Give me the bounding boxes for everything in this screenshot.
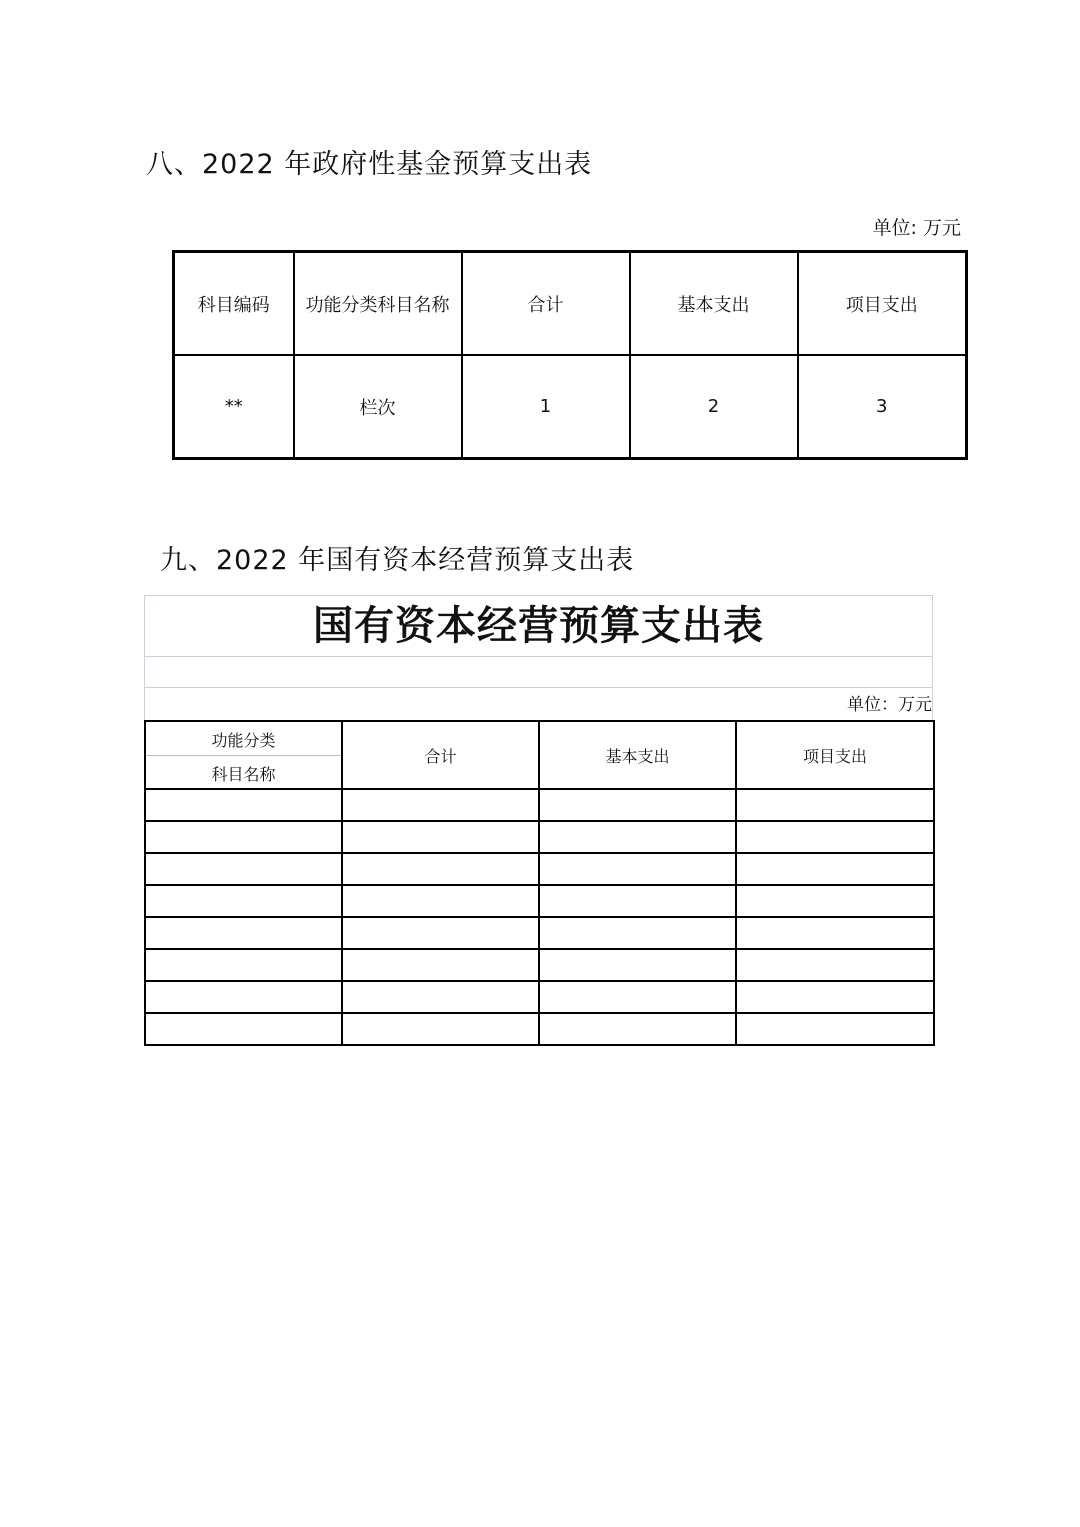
table-cell: [342, 789, 539, 821]
table-cell: [145, 917, 342, 949]
table-header-row: [174, 252, 967, 356]
table-cell: [736, 1013, 934, 1045]
table-cell: [539, 949, 736, 981]
table-cell: [145, 821, 342, 853]
table-cell: [539, 821, 736, 853]
table-cell: [736, 981, 934, 1013]
table-cell: 2: [630, 355, 798, 459]
state-capital-budget-table: [144, 720, 935, 1046]
table-header-row: [145, 721, 934, 789]
table-cell: [145, 1013, 342, 1045]
table-cell: [539, 789, 736, 821]
table-cell: [342, 1013, 539, 1045]
header-cell: 项目支出: [798, 252, 967, 356]
table-cell: [539, 917, 736, 949]
table-cell: [736, 853, 934, 885]
table-cell: **: [174, 355, 294, 459]
table-row: [145, 853, 934, 885]
table-row: [145, 885, 934, 917]
blank-row: [144, 657, 933, 688]
section-8-heading: 八、2022 年政府性基金预算支出表: [146, 149, 593, 180]
table-cell: [736, 949, 934, 981]
header-subcell: 科目名称: [211, 765, 276, 784]
state-capital-budget-block: [144, 595, 933, 1046]
table-cell: [736, 885, 934, 917]
header-cell: 科目编码: [174, 252, 294, 356]
table-row: [145, 821, 934, 853]
header-cell: 基本支出: [539, 721, 736, 789]
header-cell: 基本支出: [630, 252, 798, 356]
table-cell: 1: [462, 355, 630, 459]
table-cell: [342, 885, 539, 917]
table-cell: 栏次: [294, 355, 462, 459]
table-row: [145, 949, 934, 981]
header-cell: 合计: [342, 721, 539, 789]
table-cell: [539, 1013, 736, 1045]
table-title: 国有资本经营预算支出表: [144, 595, 933, 657]
table-cell: [145, 949, 342, 981]
unit-label: 单位：万元: [144, 688, 933, 720]
table-cell: [342, 949, 539, 981]
table-cell: [342, 981, 539, 1013]
table-row: [145, 917, 934, 949]
header-cell: 合计: [462, 252, 630, 356]
unit-label: 单位: 万元: [872, 217, 961, 239]
header-cell: 项目支出: [736, 721, 934, 789]
table-cell: [539, 853, 736, 885]
table-row: [145, 1013, 934, 1045]
header-cell-function-category: [145, 721, 342, 789]
table-cell: [736, 789, 934, 821]
table-cell: 3: [798, 355, 967, 459]
table-cell: [145, 885, 342, 917]
table-cell: [342, 821, 539, 853]
header-cell: 功能分类科目名称: [294, 252, 462, 356]
government-fund-budget-table: [172, 250, 968, 460]
table-cell: [539, 981, 736, 1013]
table-cell: [145, 981, 342, 1013]
table-cell: [539, 885, 736, 917]
header-subcell: 功能分类: [146, 722, 341, 756]
table-cell: [736, 917, 934, 949]
table-cell: [145, 853, 342, 885]
table-row: [145, 789, 934, 821]
table-cell: [145, 789, 342, 821]
table-cell: [736, 821, 934, 853]
table-cell: [342, 853, 539, 885]
table-row: [174, 355, 967, 459]
table-cell: [342, 917, 539, 949]
section-9-heading: 九、2022 年国有资本经营预算支出表: [160, 545, 635, 576]
table-row: [145, 981, 934, 1013]
